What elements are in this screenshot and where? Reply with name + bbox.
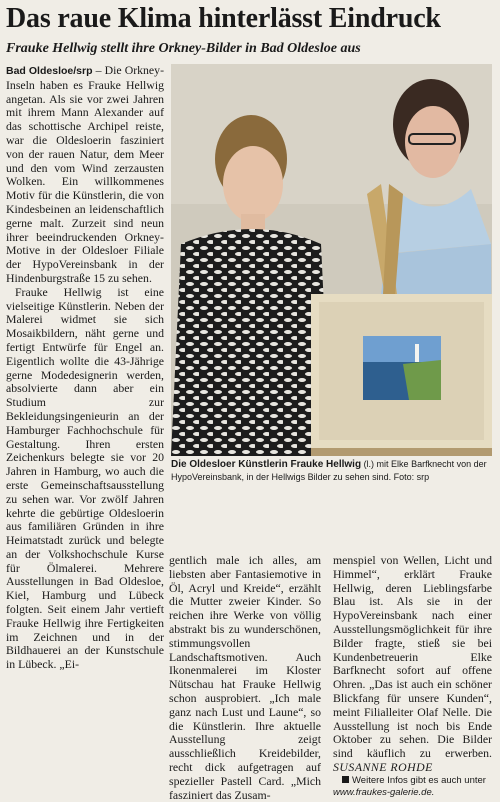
caption-text: (l.) mit Elke Barfknecht von der HypoVereinsbank, in der Hellwigs Bilder zu sehen sind. Foto: srp: [171, 459, 487, 482]
subheadline: Frauke Hellwig stellt ihre Orkney-Bilder in Bad Oldesloe aus: [6, 41, 361, 56]
body-text: menspiel von Wellen, Licht und Himmel“, erklärt Frauke Hellwig, deren Lieblingsfarbe Blau ist. Als sie in der HypoVereinsbank nach einer Ausstellungsmöglichkeit für ihre Bilder fragte, stieß sie bei Kundenbetreuerin Elke Barfknecht sofort auf offene Ohren. „Das ist auch ein schöner Blickfang für unsere Kunden“, meint Filialleiter Olaf Nelle. Die Ausstellung ist noch bis Ende Oktober zu sehen. Die Bilder sind käuflich zu erwerben.: [333, 553, 492, 761]
article-column-1: [6, 64, 164, 672]
square-bullet-icon: [342, 776, 349, 783]
author-byline: SUSANNE ROHDE: [333, 759, 433, 774]
article-column-2: [169, 554, 321, 802]
info-line: [333, 775, 492, 799]
caption-lead: Die Oldesloer Künstlerin Frauke Hellwig: [171, 459, 362, 470]
lead-paragraph: [6, 64, 164, 286]
photo-caption: [171, 458, 492, 483]
article-photo: [171, 64, 492, 456]
dateline: Bad Oldesloe/srp: [6, 65, 93, 77]
photo-illustration: [171, 64, 492, 456]
lead-text: – Die Orkney-Inseln haben es Frauke Hellwig angetan. Als sie vor zwei Jahren mit ihrem Mann Alexander auf das schottische Archipel reiste, war die Oldesloerin fasziniert von der rauen Natur, dem Meer und den vom Wind zerzausten Wolken. Ein willkommenes Motiv für die Künstlerin, die von Kindesbeinen an leidenschaftlich gerne malt. Zurzeit sind neun ihrer beeindruckenden Orkney-Motive in der Oldesloer Filiale der HypoVereinsbank in der Hindenburgstraße 15 zu sehen.: [6, 63, 164, 285]
headline: Das raue Klima hinterlässt Eindruck: [6, 3, 441, 34]
body-paragraph: gentlich male ich alles, am liebsten aber Fantasiemotive in Öl, Acryl und Kreide“, erzählt die Mutter zweier Kinder. So reichen ihre Werke von völlig abstrakt bis zu wunderschönen, stimmungsvollen Landschaftsmotiven. Auch Ikonenmalerei im Kloster Nütschau hat Frauke Hellwig schon ausprobiert. „Ich male ganz nach Lust und Laune“, so die Künstlerin. Ihre aktuelle Ausstellung zeigt ausschließlich Kreidebilder, recht dick aufgetragen auf spezieller Pastell Card. „Mich fasziniert das Zusam-: [169, 553, 321, 802]
article-column-3: [333, 554, 492, 799]
website-link[interactable]: www.fraukes-galerie.de.: [333, 786, 435, 798]
body-paragraph: Frauke Hellwig ist eine vielseitige Künstlerin. Neben der Malerei widmet sie sich Mosaikbildern, näht gerne und fertigt Entwürfe für Engel an. Eigentlich wollte die 43-Jährige gerne Modedesignerin werden, absolvierte dann aber ein Studium zur Bekleidungsingenieurin an der Hamburger Fachhochschule für Gestaltung. Ihren ersten Zeichenkurs belegte sie vor 20 Jahren in Hamburg, wo auch die erste Gemeinschaftsausstellung zu sehen war. Vor zwölf Jahren kehrte die gebürtige Oldesloerin aus familiären Gründen in ihre Heimatstadt zurück und belegte an der Volkshochschule Kurse für Ölmalerei. Mehrere Ausstellungen in Bad Oldesloe, Kiel, Hamburg und Lübeck folgten. Seit einem Jahr vertieft Frauke Hellwig ihre Fertigkeiten im Zeichnen und in der Bildhauerei an der Kunstschule in Lübeck. „Ei-: [6, 284, 164, 672]
info-text: Weitere Infos gibt es auch unter: [352, 774, 486, 786]
body-paragraph: [333, 554, 492, 775]
